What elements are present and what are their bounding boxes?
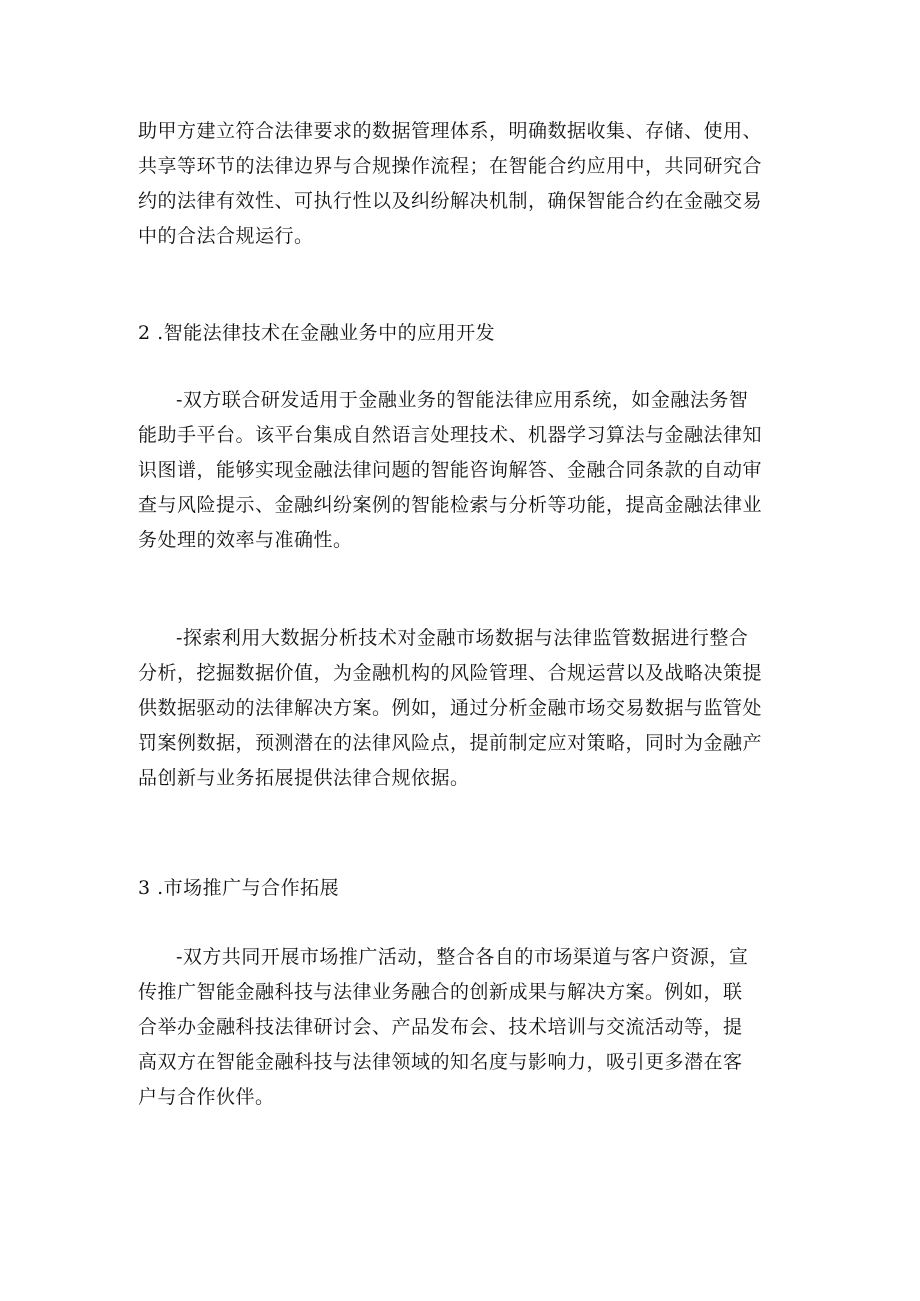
paragraph-line: -双方共同开展市场推广活动，整合各自的市场渠道与客户资源，宣 [176,946,749,968]
paragraph-continuation [138,114,778,254]
paragraph-line: 能助手平台。该平台集成自然语言处理技术、机器学习算法与金融法律知 [138,424,763,446]
paragraph-line: 共享等环节的法律边界与合规操作流程；在智能合约应用中，共同研究合 [138,155,763,177]
paragraph-line: 识图谱，能够实现金融法律问题的智能咨询解答、金融合同条款的自动审 [138,459,763,481]
section-heading-2: 2 .智能法律技术在金融业务中的应用开发 [138,322,496,344]
paragraph-line: 务处理的效率与准确性。 [138,529,353,551]
paragraph-big-data-analysis [138,621,778,796]
paragraph-line: 合举办金融科技法律研讨会、产品发布会、技术培训与交流活动等，提 [138,1016,743,1038]
paragraph-line: 约的法律有效性、可执行性以及纠纷解决机制，确保智能合约在金融交易 [138,190,763,212]
paragraph-intelligent-legal-system [138,383,778,558]
paragraph-line: 供数据驱动的法律解决方案。例如，通过分析金融市场交易数据与监管处 [138,697,763,719]
section-heading-3: 3 .市场推广与合作拓展 [138,877,340,899]
paragraph-line: 品创新与业务拓展提供法律合规依据。 [138,767,470,789]
paragraph-line: 分析，挖掘数据价值，为金融机构的风险管理、合规运营以及战略决策提 [138,662,763,684]
paragraph-line: -双方联合研发适用于金融业务的智能法律应用系统，如金融法务智 [176,389,749,411]
paragraph-line: 高双方在智能金融科技与法律领域的知名度与影响力，吸引更多潜在客 [138,1051,743,1073]
paragraph-line: 助甲方建立符合法律要求的数据管理体系，明确数据收集、存储、使用、 [138,120,763,142]
paragraph-line: 罚案例数据，预测潜在的法律风险点，提前制定应对策略，同时为金融产 [138,732,763,754]
paragraph-line: 传推广智能金融科技与法律业务融合的创新成果与解决方案。例如，联 [138,981,743,1003]
paragraph-market-promotion [138,940,778,1115]
paragraph-line: 中的合法合规运行。 [138,225,314,247]
paragraph-line: 户与合作伙伴。 [138,1086,275,1108]
paragraph-line: 查与风险提示、金融纠纷案例的智能检索与分析等功能，提高金融法律业 [138,494,763,516]
paragraph-line: -探索利用大数据分析技术对金融市场数据与法律监管数据进行整合 [176,627,749,649]
